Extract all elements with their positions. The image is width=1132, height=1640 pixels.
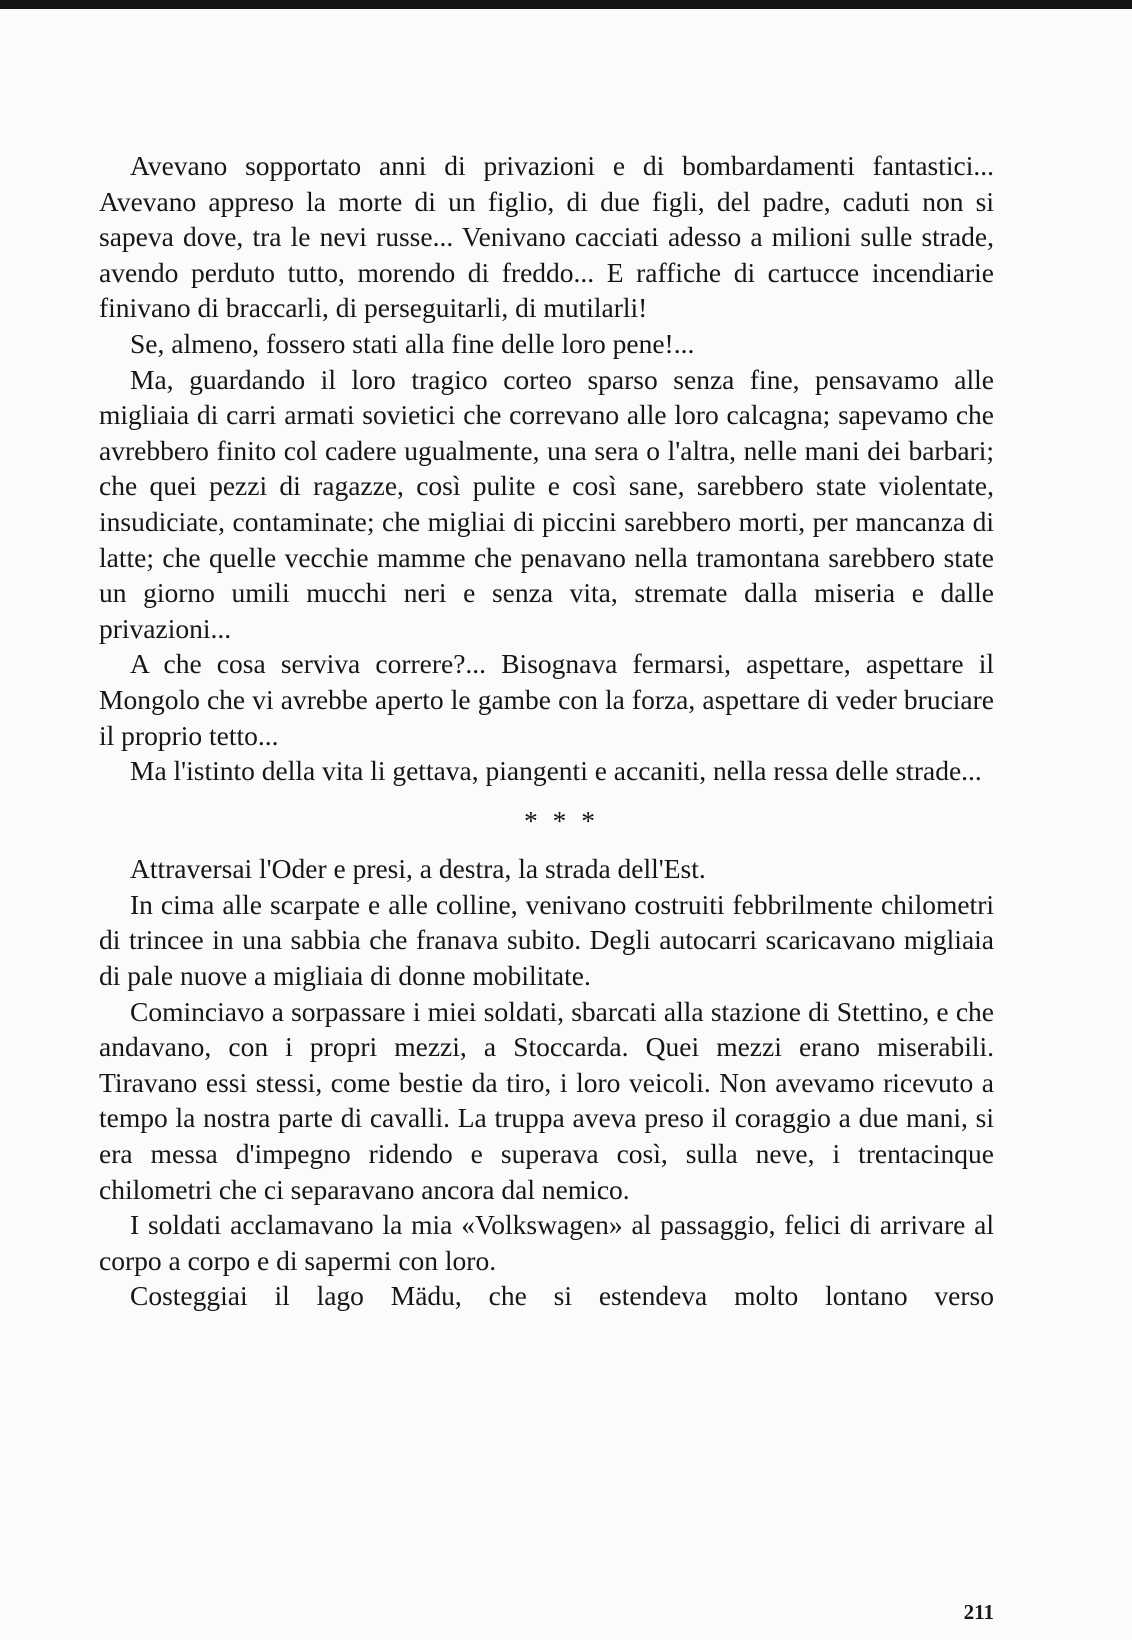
paragraph: Attraversai l'Oder e presi, a destra, la strada dell'Est. [130,853,706,885]
page-number: 211 [963,1600,994,1624]
paragraph: I soldati acclamavano la mia «Volkswagen» al passaggio, felici di arrivare al corpo a corpo e di sapermi con loro. [99,1209,994,1276]
paragraph: Cominciavo a sorpassare i miei soldati, sbarcati alla stazione di Stettino, e che andavano, con i propri mezzi, a Stoccarda. Quei mezzi erano miserabili. Tiravano essi stessi, come bestie da tiro, i loro veicoli. Non avevamo ricevuto a tempo la nostra parte di cavalli. La truppa aveva preso il coraggio a due mani, si era messa d'impegno ridendo e superava così, sulla neve, i trentacinque chilometri che ci separavano ancora dal nemico. [99,995,994,1205]
paragraph: Ma l'istinto della vita li gettava, piangenti e accaniti, nella ressa delle strade... [130,755,982,787]
paragraph: Avevano sopportato anni di privazioni e di bombardamenti fantastici... Avevano appreso la morte di un figlio, di due figli, del padre, caduti non si sapeva dove, tra le nevi russe... Venivano cacciati adesso a milioni sulle strade, avendo perduto tutto, morendo di freddo... E raffiche di cartucce incendiarie finivano di braccarli, di perseguitarli, di mutilarli! [99,150,994,324]
paragraph-continued: Costeggiai il lago Mädu, che si estendeva molto lontano verso [130,1280,994,1312]
paragraph: Ma, guardando il loro tragico corteo sparso senza fine, pensavamo alle migliaia di carri armati sovietici che correvano alle loro calcagna; sapevamo che avrebbero finito col cadere ugualmente, una sera o l'altra, nelle mani dei barbari; che quei pezzi di ragazze, così pulite e così sane, sarebbero state violentate, insudiciate, contaminate; che migliai di piccini sarebbero morti, per mancanza di latte; che quelle vecchie mamme che penavano nella tramontana sarebbero state un giorno umili mucchi neri e senza vita, stremate dalla miseria e dalle privazioni... [99,363,994,644]
section-separator: * * * [524,804,599,836]
top-border-rule [0,0,1132,9]
paragraph: A che cosa serviva correre?... Bisognava fermarsi, aspettare, aspettare il Mongolo che vi avrebbe aperto le gambe con la forza, aspettare di veder bruciare il proprio tetto... [99,648,994,751]
paragraph: In cima alle scarpate e alle colline, venivano costruiti febbrilmente chilometri di trincee in una sabbia che franava subito. Degli autocarri scaricavano migliaia di pale nuove a migliaia di donne mobilitate. [99,888,994,992]
page-body-text [99,148,994,1314]
paragraph: Se, almeno, fossero stati alla fine delle loro pene!... [130,327,695,359]
